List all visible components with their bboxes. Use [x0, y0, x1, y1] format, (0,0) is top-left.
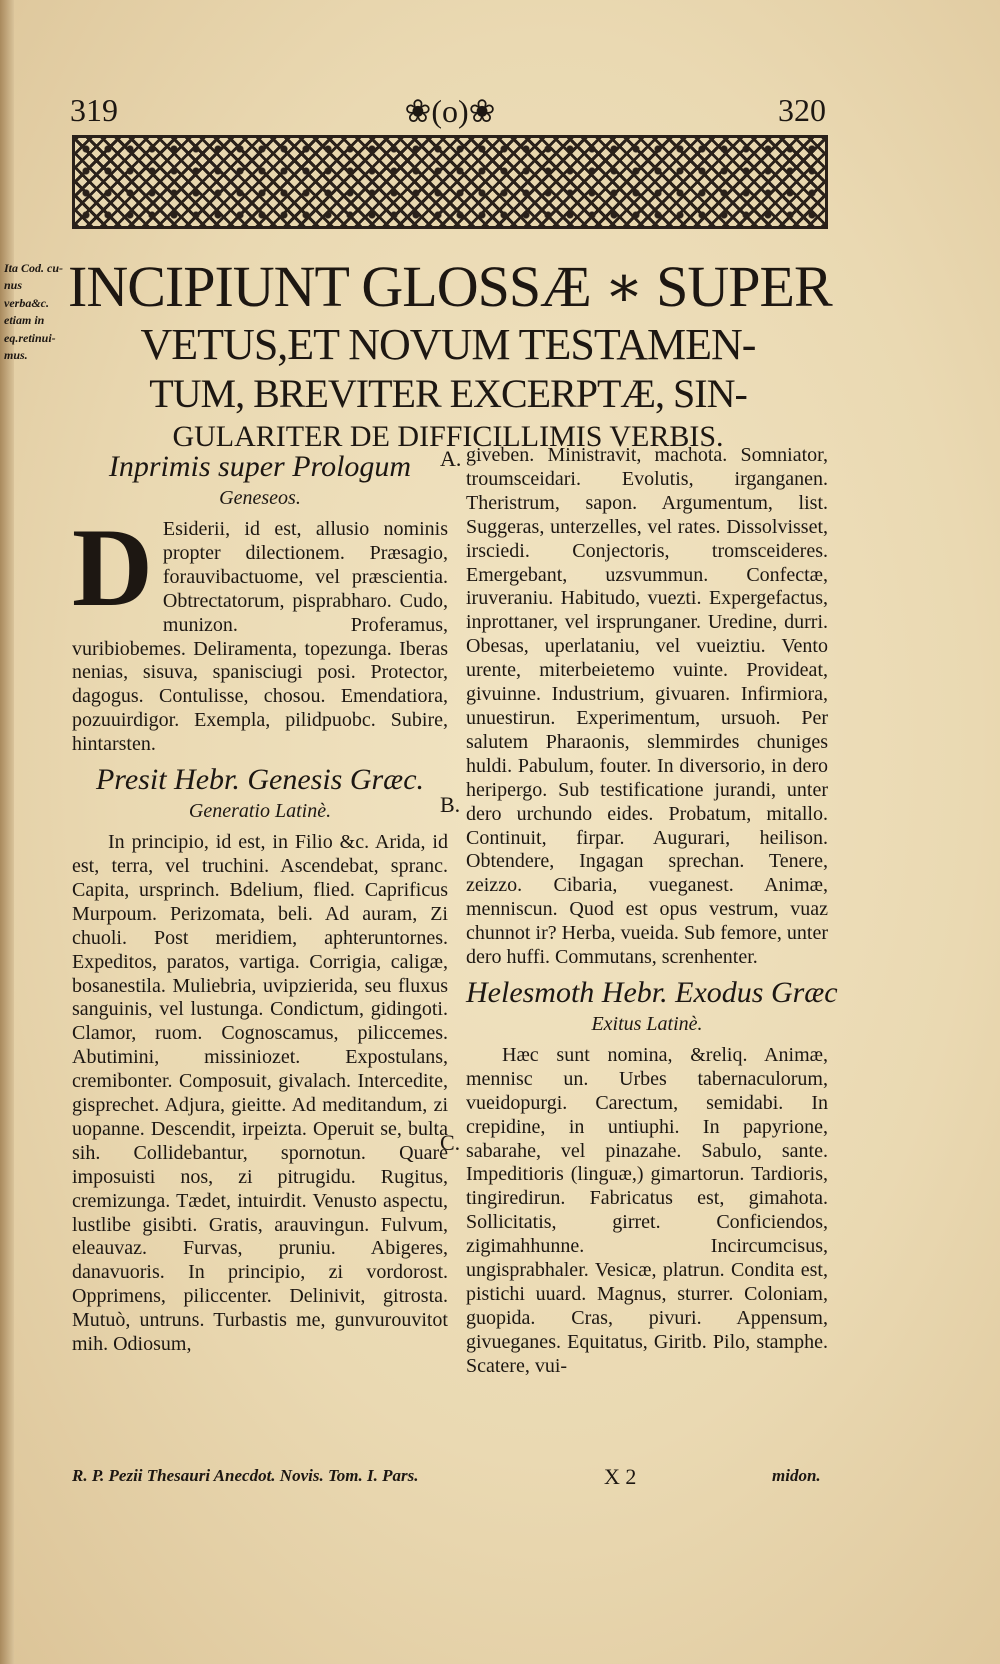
page-gutter-shadow: [0, 0, 14, 1664]
header-ornament: ❀(o)❀: [404, 93, 496, 129]
margin-letter-c: C.: [440, 1130, 461, 1155]
section-heading-exodus: Helesmoth Hebr. Exodus Græc: [466, 975, 838, 1009]
ornamental-headpiece: [72, 135, 828, 229]
footer-source: R. P. Pezii Thesauri Anecdot. Novis. Tom. I. Pars.: [72, 1466, 419, 1485]
section-subheading-generatio: Generatio Latinè.: [188, 800, 332, 823]
page-number-left: 319: [70, 92, 118, 128]
prologue-text: Esiderii, id est, allusio nominis propter dilectionem. Præsagio, forauvibactuome, vel præscientia. Obtrectatorum, pisprabharo. Cudo, munizon. Proferamus, vuribiobemes. Deliramenta, topezunga. Iberas nenias, sisuva, spanisciugi posi. Protector, dagogus. Contulisse, chosou. Emendatiora, pozuuirdigor. Exempla, pilidpuobc. Subire, hintarsten.: [72, 518, 448, 756]
title-line-3: TUM, BREVITER EXCERPTÆ, SIN-: [149, 371, 747, 416]
right-paragraph-1: giveben. Ministravit, machota. Somniator, troumsceidari. Evolutis, irganganen. Theristrum, sapon. Argumentum, list. Suggeras, unterzelles, vel rates. Dissolvisset, irsciedi. Conjectoris, tromsceideres. Emergebant, uzsvummun. Confectæ, iruveraniu. Habitudo, vuezti. Expergefactus, inprottaner, vel irsprunganer. Uredine, durri. Obesas, uperlataniu, vel vueiztiu. Vento urente, miterbeietemo vuinte. Provideat, givuinne. Industrium, givuaren. Infirmiora, unuestirun. Experimentum, ursuoh. Per salutem Pharaonis, slemmirdes chuniges huldi. Pabulum, fouter. In diversorio, in dero heripergo. Sub testificatione jurandi, unter dero urchundo eides. Probatum, mitallo. Continuit, firpar. Augurari, heilison. Obtendere, Ingagan sprechan. Tenere, zeizzo. Cibaria, vueganest. Animæ, menniscun. Quod est opus vestrum, vuaz chunnot ir? Herba, vueida. Sub femore, unter dero huffi. Commutans, screnhenter.: [466, 444, 828, 969]
section-heading-prologue: Inprimis super Prologum: [108, 450, 412, 483]
exodus-paragraph: Hæc sunt nomina, &reliq. Animæ, mennisc un. Urbes tabernaculorum, vueidopurgi. Carectum, semidabi. In crepidine, in untiuphi. In papyrione, sabarahe, vel pinazahe. Sabulo, sante. Impeditioris (linguæ,) gimartorun. Tardioris, tingiredirun. Fabricatus est, gimahota. Sollicitatis, girret. Conficiendos, zigimahhunne. Incircumcisus, ungisprabhaler. Vesicæ, platrun. Condita est, pistichi uuard. Magnus, sturrer. Coloniam, guopida. Cras, pivuri. Appensum, givueganes. Equitatus, Giritb. Pilo, stamphe. Scatere, vui-: [466, 1043, 828, 1377]
left-column: [72, 444, 448, 1357]
margin-letter-b: B.: [440, 792, 461, 817]
drop-cap: D: [72, 506, 153, 630]
prologue-paragraph: [72, 506, 448, 757]
page-number-right: 320: [778, 92, 826, 128]
genesis-paragraph: In principio, id est, in Filio &c. Arida, id est, terra, vel truchini. Ascendebat, spranc. Capita, ursprinch. Bdelium, flied. Caprificus Murpoum. Perizomata, beli. Ad auram, Zi chuoli. Post meridiem, aphteruntornes. Expeditos, paratos, vartiga. Corrigia, caligæ, bosanestila. Muliebria, uvipzierida, seu fluxus sanguinis, vel lustunga. Condictum, gidingoti. Clamor, ruom. Cognoscamus, piliccemes. Abutimini, missiniozet. Expostulans, cremibonter. Composuit, givalach. Intercedite, gisprechet. Adjura, gieitte. Ad meditandum, zi uopanne. Descendit, irpeizta. Operuit se, bulta sih. Collidebantur, spornotun. Quare imposuisti nos, zi pitrugidu. Rugitus, cremizunga. Tædet, intuirdit. Venusto aspectu, lustlibe gisibti. Gratis, arauvingun. Fulvum, eleauvaz. Furvas, pruniu. Abigeres, danavuoris. In principio, zi vordorost. Opprimens, piliccenter. Delinivit, gitrosta. Mutuò, untruns. Turbastis me, gunvurouvitot mih. Odiosum,: [72, 831, 448, 1356]
title-line-1: INCIPIUNT GLOSSÆ ∗ SUPER: [68, 254, 832, 319]
title-line-2: VETUS,ET NOVUM TESTAMEN-: [140, 320, 756, 369]
section-heading-genesis: Presit Hebr. Genesis Græc.: [95, 763, 425, 797]
margin-letter-a: A.: [440, 446, 462, 471]
margin-note: Ita Cod. cu-nus verba&c. etiam in eq.retinui-mus.: [4, 261, 64, 362]
right-column: [466, 444, 838, 1379]
main-title: [68, 254, 832, 456]
title-line-4: GULARITER DE DIFFICILLIMIS VERBIS.: [172, 420, 724, 453]
section-subheading-exitus: Exitus Latinè.: [591, 1012, 703, 1035]
section-subheading-geneseos: Geneseos.: [219, 487, 301, 509]
catchword: midon.: [772, 1466, 821, 1485]
signature-mark: X 2: [604, 1464, 637, 1489]
